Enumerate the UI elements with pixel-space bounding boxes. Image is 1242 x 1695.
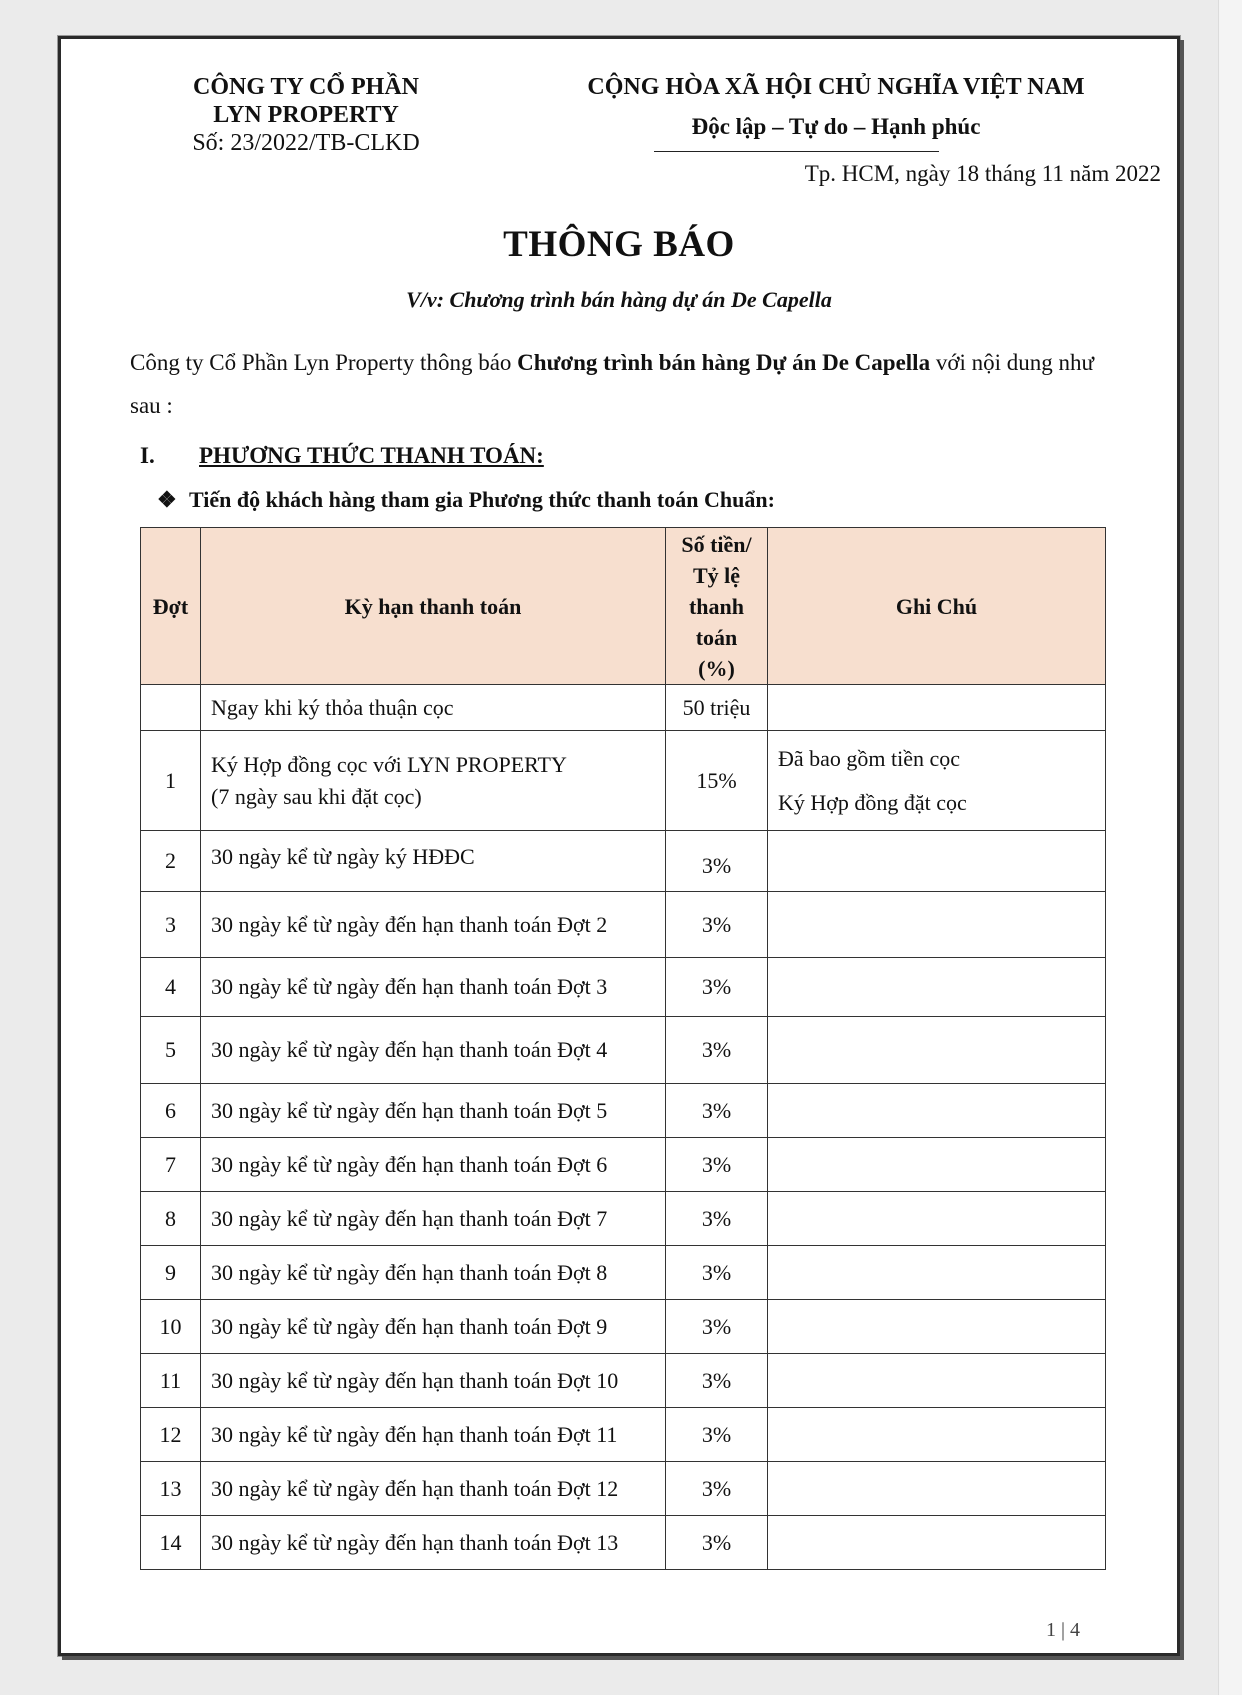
cell-amount: 3% <box>666 1300 768 1354</box>
cell-term: 30 ngày kể từ ngày đến hạn thanh toán Đợt 2 <box>201 892 666 958</box>
table-row <box>141 1138 1106 1192</box>
header-note: Ghi Chú <box>768 528 1106 685</box>
table-row <box>141 1192 1106 1246</box>
cell-term-line: Ký Hợp đồng cọc với LYN PROPERTY <box>211 751 567 777</box>
table-header-row <box>141 528 1106 685</box>
cell-dot: 2 <box>141 831 201 892</box>
header-term: Kỳ hạn thanh toán <box>201 528 666 685</box>
cell-dot: 9 <box>141 1246 201 1300</box>
header-dot: Đợt <box>141 528 201 685</box>
viewer-side-strip <box>1218 0 1242 1695</box>
page-number: 1 | 4 <box>1046 1619 1081 1641</box>
cell-amount: 3% <box>666 1017 768 1084</box>
motto-underline <box>654 151 939 152</box>
motto: Độc lập – Tự do – Hạnh phúc <box>691 114 981 139</box>
cell-term: 30 ngày kể từ ngày đến hạn thanh toán Đợt 4 <box>201 1017 666 1084</box>
cell-term: 30 ngày kể từ ngày đến hạn thanh toán Đợt 13 <box>201 1516 666 1570</box>
cell-term: 30 ngày kể từ ngày đến hạn thanh toán Đợt 7 <box>201 1192 666 1246</box>
cell-note <box>768 1408 1106 1462</box>
cell-amount: 3% <box>666 1192 768 1246</box>
cell-note <box>768 1246 1106 1300</box>
table-row <box>141 1408 1106 1462</box>
cell-amount: 3% <box>666 892 768 958</box>
nation-title: CỘNG HÒA XÃ HỘI CHỦ NGHĨA VIỆT NAM <box>587 74 1085 100</box>
cell-dot: 13 <box>141 1462 201 1516</box>
cell-note <box>768 1462 1106 1516</box>
cell-note-line: Ký Hợp đồng đặt cọc <box>778 789 967 815</box>
cell-note <box>768 892 1106 958</box>
cell-amount: 3% <box>666 1138 768 1192</box>
cell-note <box>768 731 1106 831</box>
cell-dot: 14 <box>141 1516 201 1570</box>
cell-dot: 12 <box>141 1408 201 1462</box>
bullet-text: Tiến độ khách hàng tham gia Phương thức thanh toán Chuẩn: <box>189 487 775 512</box>
table-row <box>141 1017 1106 1084</box>
cell-term: 30 ngày kể từ ngày ký HĐĐC <box>201 831 666 892</box>
document-subject: V/v: Chương trình bán hàng dự án De Capella <box>406 287 832 312</box>
cell-dot <box>141 685 201 731</box>
company-name-line1: CÔNG TY CỔ PHẦN <box>192 74 419 100</box>
document-page <box>58 36 1180 1656</box>
intro-paragraph <box>130 341 1130 427</box>
header-amount-line: toán <box>695 624 738 650</box>
cell-dot: 10 <box>141 1300 201 1354</box>
cell-amount: 15% <box>666 731 768 831</box>
cell-amount: 3% <box>666 831 768 892</box>
cell-term: 30 ngày kể từ ngày đến hạn thanh toán Đợt 3 <box>201 958 666 1017</box>
cell-dot: 1 <box>141 731 201 831</box>
cell-amount: 3% <box>666 1408 768 1462</box>
table-row <box>141 1462 1106 1516</box>
cell-term: 30 ngày kể từ ngày đến hạn thanh toán Đợt 9 <box>201 1300 666 1354</box>
cell-dot: 5 <box>141 1017 201 1084</box>
cell-amount: 50 triệu <box>666 685 768 731</box>
cell-dot: 7 <box>141 1138 201 1192</box>
cell-amount: 3% <box>666 1084 768 1138</box>
cell-note <box>768 1138 1106 1192</box>
company-block <box>156 73 456 157</box>
header-amount-line: Tỷ lệ <box>692 562 741 588</box>
document-title: THÔNG BÁO <box>503 224 735 265</box>
table-row <box>141 731 1106 831</box>
cell-dot: 3 <box>141 892 201 958</box>
table-row <box>141 685 1106 731</box>
issue-date: Tp. HCM, ngày 18 tháng 11 năm 2022 <box>804 161 1161 186</box>
table-row <box>141 892 1106 958</box>
table-row <box>141 1246 1106 1300</box>
cell-amount: 3% <box>666 1246 768 1300</box>
bullet-line <box>157 487 775 513</box>
cell-dot: 6 <box>141 1084 201 1138</box>
table-row <box>141 1354 1106 1408</box>
company-name-line2: LYN PROPERTY <box>213 102 399 128</box>
section-title: PHƯƠNG THỨC THANH TOÁN: <box>199 443 544 468</box>
cell-amount: 3% <box>666 1516 768 1570</box>
cell-dot: 8 <box>141 1192 201 1246</box>
header-amount <box>666 528 768 685</box>
cell-term: 30 ngày kể từ ngày đến hạn thanh toán Đợt 5 <box>201 1084 666 1138</box>
cell-term: 30 ngày kể từ ngày đến hạn thanh toán Đợt 12 <box>201 1462 666 1516</box>
cell-note <box>768 1354 1106 1408</box>
cell-term: 30 ngày kể từ ngày đến hạn thanh toán Đợt 10 <box>201 1354 666 1408</box>
cell-note <box>768 1192 1106 1246</box>
cell-note <box>768 1017 1106 1084</box>
cell-amount: 3% <box>666 1462 768 1516</box>
table-row <box>141 958 1106 1017</box>
header-amount-line: (%) <box>698 655 735 681</box>
cell-note <box>768 1300 1106 1354</box>
cell-note <box>768 1084 1106 1138</box>
cell-term <box>201 731 666 831</box>
cell-amount: 3% <box>666 1354 768 1408</box>
intro-suffix: với nội dung như sau : <box>130 350 1094 418</box>
table-row <box>141 1516 1106 1570</box>
cell-term: 30 ngày kể từ ngày đến hạn thanh toán Đợt 11 <box>201 1408 666 1462</box>
cell-note-line: Đã bao gồm tiền cọc <box>778 745 961 771</box>
table-row <box>141 1300 1106 1354</box>
cell-term: 30 ngày kể từ ngày đến hạn thanh toán Đợt 6 <box>201 1138 666 1192</box>
header-amount-line: thanh <box>688 593 745 619</box>
intro-program-name: Chương trình bán hàng Dự án De Capella <box>517 350 931 375</box>
cell-term-line: (7 ngày sau khi đặt cọc) <box>211 783 422 809</box>
cell-note <box>768 1516 1106 1570</box>
payment-schedule-table <box>140 527 1106 1570</box>
cell-dot: 11 <box>141 1354 201 1408</box>
intro-prefix: Công ty Cổ Phần Lyn Property thông báo <box>130 350 518 375</box>
cell-term: 30 ngày kể từ ngày đến hạn thanh toán Đợt 8 <box>201 1246 666 1300</box>
cell-note <box>768 685 1106 731</box>
cell-term: Ngay khi ký thỏa thuận cọc <box>201 685 666 731</box>
header-amount-line: Số tiền/ <box>681 531 752 557</box>
cell-amount: 3% <box>666 958 768 1017</box>
nation-block <box>541 73 1131 141</box>
cell-note <box>768 958 1106 1017</box>
cell-note <box>768 831 1106 892</box>
table-row <box>141 1084 1106 1138</box>
document-number: Số: 23/2022/TB-CLKD <box>192 130 420 156</box>
section-number: I. <box>140 443 155 468</box>
table-row <box>141 831 1106 892</box>
diamond-bullet-icon: ❖ <box>157 487 177 512</box>
cell-dot: 4 <box>141 958 201 1017</box>
